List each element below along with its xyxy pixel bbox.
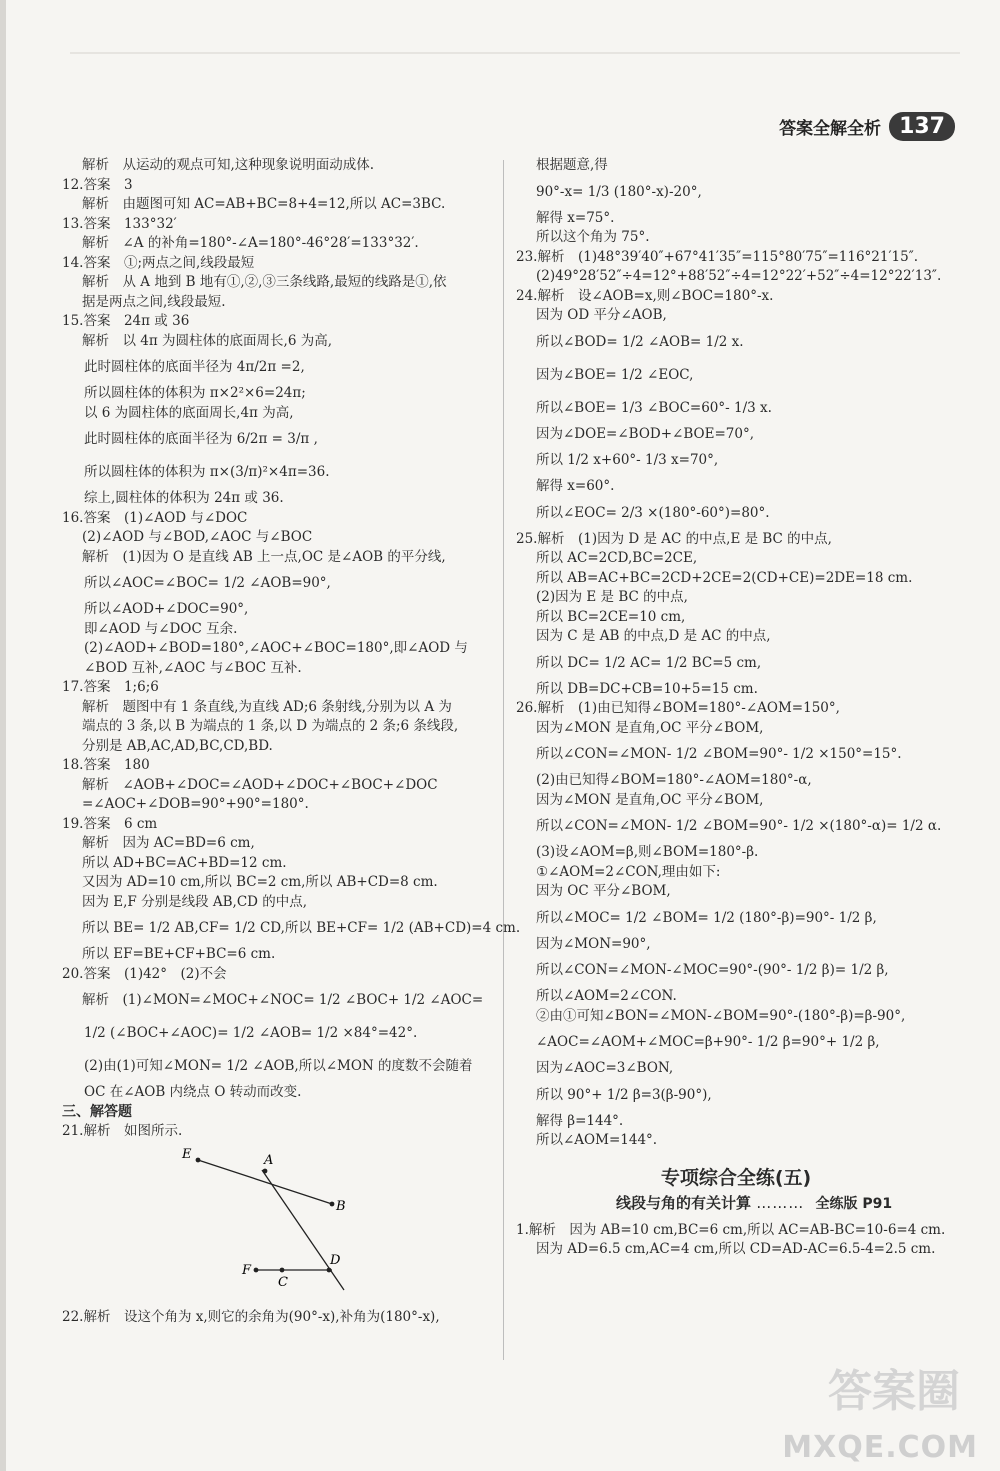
left-line: 1/2 (∠BOC+∠AOC)= 1/2 ∠AOB= 1/2 ×84°=42°. (84, 1025, 418, 1041)
right-line: 23.解析 (1)48°39′40″+67°41′35″=115°80′75″=116°21′15″. (516, 248, 919, 265)
right-line: 因为∠MON 是直角,OC 平分∠BOM, (536, 791, 764, 808)
label-A: A (264, 1152, 274, 1168)
left-line: =∠AOC+∠DOB=90°+90°=180°. (82, 796, 309, 812)
left-line: 所以 BE= 1/2 AB,CF= 1/2 CD,所以 BE+CF= 1/2 (AB+CD)=4 cm. (82, 920, 521, 936)
right-line: 所以∠CON=∠MON- 1/2 ∠BOM=90°- 1/2 ×(180°-α)= 1/2 α. (536, 818, 942, 834)
right-line: ∠AOC=∠AOM+∠MOC=β+90°- 1/2 β=90°+ 1/2 β, (536, 1034, 880, 1050)
subtitle-text: 线段与角的有关计算 (616, 1194, 752, 1212)
left-line: 解析 题图中有 1 条直线,为直线 AD;6 条射线,分别为以 A 为 (82, 698, 452, 715)
right-line: 解得 x=60°. (536, 478, 615, 494)
right-line: 所以∠AOM=2∠CON. (536, 988, 677, 1004)
left-line: 所以圆柱体的体积为 π×(3/π)²×4π=36. (84, 464, 330, 480)
left-line: 解析 从运动的观点可知,这种现象说明面动成体. (82, 157, 375, 173)
right-line: 24.解析 设∠AOB=x,则∠BOC=180°-x. (516, 287, 774, 304)
left-line: 又因为 AD=10 cm,所以 BC=2 cm,所以 AB+CD=8 cm. (82, 874, 438, 890)
right-line: (2)因为 E 是 BC 的中点, (536, 589, 688, 605)
right-line: 解得 β=144°. (536, 1112, 624, 1129)
page-reference: 全练版 P91 (815, 1196, 893, 1212)
right-line: 因为 OD 平分∠AOB, (536, 307, 667, 323)
page-edge (0, 0, 6, 1471)
right-line: (3)设∠AOM=β,则∠BOM=180°-β. (536, 844, 759, 860)
right-line: 所以∠CON=∠MON-∠MOC=90°-(90°- 1/2 β)= 1/2 β, (536, 962, 889, 978)
right-line: 26.解析 (1)由已知得∠BOM=180°-∠AOM=150°, (516, 700, 840, 716)
left-line: 14.答案 ①;两点之间,线段最短 (62, 254, 255, 271)
left-line: 此时圆柱体的底面半径为 4π/2π =2, (84, 359, 305, 375)
right-line: 25.解析 (1)因为 D 是 AC 的中点,E 是 BC 的中点, (516, 530, 832, 547)
right-column (516, 156, 956, 1260)
right-line: 因为 C 是 AB 的中点,D 是 AC 的中点, (536, 628, 771, 644)
right-line: 因为∠MON 是直角,OC 平分∠BOM, (536, 719, 764, 736)
left-line: 此时圆柱体的底面半径为 6/2π = 3/π , (84, 431, 318, 447)
right-line: 所以∠CON=∠MON- 1/2 ∠BOM=90°- 1/2 ×150°=15°. (536, 746, 902, 762)
left-line: 22.解析 设这个角为 x,则它的余角为(90°-x),补角为(180°-x), (62, 1309, 440, 1325)
right-line: 所以 90°+ 1/2 β=3(β-90°), (536, 1086, 712, 1103)
right-main (516, 156, 956, 1151)
right_tail-line: 因为 AD=6.5 cm,AC=4 cm,所以 CD=AD-AC=6.5-4=2.5 cm. (536, 1241, 936, 1257)
right-line: 所以 AB=AC+BC=2CD+2CE=2(CD+CE)=2DE=18 cm. (536, 569, 913, 586)
left-line: 13.答案 133°32′ (62, 215, 177, 232)
left-line: 所以 EF=BE+CF+BC=6 cm. (82, 946, 276, 962)
right-line: 所以∠EOC= 2/3 ×(180°-60°)=80°. (536, 504, 770, 521)
left-line: 解析 因为 AC=BD=6 cm, (82, 835, 255, 851)
left-line: 21.解析 如图所示. (62, 1123, 183, 1139)
right-line: 所以 DC= 1/2 AC= 1/2 BC=5 cm, (536, 654, 762, 671)
left-line: 所以 AD+BC=AC+BD=12 cm. (82, 854, 287, 871)
left-line: 据是两点之间,线段最短. (82, 293, 226, 310)
left-line: 解析 从 A 地到 B 地有①,②,③三条线路,最短的线路是①,依 (82, 274, 447, 290)
left-line: (2)∠AOD 与∠BOD,∠AOC 与∠BOC (82, 529, 313, 545)
left-line: (2)∠AOD+∠BOD=180°,∠AOC+∠BOC=180°,即∠AOD 与 (84, 640, 468, 656)
left-line: 15.答案 24π 或 36 (62, 313, 190, 329)
left-line: 16.答案 (1)∠AOD 与∠DOC (62, 509, 248, 526)
left-line: 解析 ∠AOB+∠DOC=∠AOD+∠DOC+∠BOC+∠DOC (82, 776, 438, 793)
left-line: 20.答案 (1)42° (2)不会 (62, 965, 227, 982)
right-line: 所以∠BOE= 1/3 ∠BOC=60°- 1/3 x. (536, 399, 772, 416)
point-F (254, 1267, 259, 1272)
section-title: 专项综合全练(五) (660, 1166, 812, 1189)
leader-dots: ……… (756, 1194, 805, 1212)
point-E (196, 1157, 201, 1162)
right-line: 因为 OC 平分∠BOM, (536, 883, 671, 899)
right-line: 所以∠MOC= 1/2 ∠BOM= 1/2 (180°-β)=90°- 1/2 β, (536, 909, 877, 926)
right-line: 因为∠AOC=3∠BON, (536, 1060, 674, 1076)
left-line: 解析 ∠A 的补角=180°-∠A=180°-46°28′=133°32′. (82, 235, 419, 251)
left-line: 所以∠AOD+∠DOC=90°, (84, 601, 249, 617)
right-line: 所以 DB=DC+CB=10+5=15 cm. (536, 680, 758, 697)
right-line: 所以∠AOM=144°. (536, 1132, 658, 1148)
point-D (327, 1267, 332, 1272)
left-column (62, 156, 521, 1328)
left-line: 解析 (1)因为 O 是直线 AB 上一点,OC 是∠AOB 的平分线, (82, 548, 446, 565)
left-line: 综上,圆柱体的体积为 24π 或 36. (84, 490, 284, 506)
right-line: (2)由已知得∠BOM=180°-∠AOM=180°-α, (536, 772, 812, 788)
left-line: 解析 由题图可知 AC=AB+BC=8+4=12,所以 AC=3BC. (82, 196, 446, 212)
left-line: 因为 E,F 分别是线段 AB,CD 的中点, (82, 893, 308, 910)
page-header (779, 112, 955, 141)
left-line: ∠BOD 互补,∠AOC 与∠BOC 互补. (84, 659, 302, 676)
right-line: 所以 AC=2CD,BC=2CE, (536, 550, 698, 566)
left-line: 以 6 为圆柱体的底面周长,4π 为高, (84, 404, 294, 421)
point-C (280, 1267, 285, 1272)
column-divider (503, 160, 504, 1360)
left-line: OC 在∠AOB 内绕点 O 转动而改变. (84, 1084, 302, 1100)
label-E: E (182, 1146, 192, 1162)
right-line: 根据题意,得 (536, 157, 608, 173)
left-line: 解析 (1)∠MON=∠MOC+∠NOC= 1/2 ∠BOC+ 1/2 ∠AOC= (82, 992, 484, 1008)
figure-line-2 (262, 1170, 344, 1290)
right-line: 因为∠DOE=∠BOD+∠BOE=70°, (536, 425, 754, 442)
right-line: 所以∠BOD= 1/2 ∠AOB= 1/2 x. (536, 333, 744, 350)
right-line: 因为∠MON=90°, (536, 935, 651, 952)
label-D: D (330, 1252, 341, 1268)
left-line: 19.答案 6 cm (62, 815, 158, 832)
left-line: 18.答案 180 (62, 757, 150, 773)
right-line: 解得 x=75°. (536, 209, 615, 226)
left-line: 即∠AOD 与∠DOC 互余. (84, 620, 238, 637)
label-F: F (242, 1262, 252, 1278)
page-number: 137 (889, 112, 955, 141)
right-line: 90°-x= 1/3 (180°-x)-20°, (536, 183, 702, 200)
left-line: 所以∠AOC=∠BOC= 1/2 ∠AOB=90°, (84, 575, 331, 591)
right-line: 因为∠BOE= 1/2 ∠EOC, (536, 366, 694, 383)
right-tail (516, 1221, 956, 1260)
watermark-site: MXQE.COM (782, 1430, 978, 1465)
point-B (330, 1201, 335, 1206)
right_tail-line: 1.解析 因为 AB=10 cm,BC=6 cm,所以 AC=AB-BC=10-6=4 cm. (516, 1221, 946, 1238)
left-line: 端点的 3 条,以 B 为端点的 1 条,以 D 为端点的 2 条;6 条线段, (82, 718, 459, 734)
left-line: 分别是 AB,AC,AD,BC,CD,BD. (82, 737, 273, 754)
label-C: C (278, 1274, 288, 1290)
point-A (263, 1168, 268, 1173)
right-line: 所以 1/2 x+60°- 1/3 x=70°, (536, 452, 719, 468)
right-line: 所以 BC=2CE=10 cm, (536, 608, 686, 625)
section-subtitle (616, 1194, 956, 1215)
watermark-brand: 答案圈 (828, 1366, 960, 1417)
header-title: 答案全解全析 (779, 119, 882, 139)
left-line: 17.答案 1;6;6 (62, 679, 159, 695)
right-line: ②由①可知∠BON=∠MON-∠BOM=90°-(180°-β)=β-90°, (536, 1007, 906, 1024)
left-line: 所以圆柱体的体积为 π×2²×6=24π; (84, 385, 306, 401)
right-line: 所以这个角为 75°. (536, 229, 650, 245)
right-line: (2)49°28′52″÷4=12°+88′52″÷4=12°22′+52″÷4=12°22′13″. (536, 268, 942, 284)
label-B: B (336, 1198, 346, 1214)
top-rule (70, 52, 960, 54)
left-line: (2)由(1)可知∠MON= 1/2 ∠AOB,所以∠MON 的度数不会随着 (84, 1058, 473, 1074)
left-line: 三、解答题 (62, 1103, 132, 1120)
geometry-figure (162, 1146, 362, 1296)
right-line: ①∠AOM=2∠CON,理由如下: (536, 863, 721, 880)
left-line: 12.答案 3 (62, 176, 133, 193)
left-line: 解析 以 4π 为圆柱体的底面周长,6 为高, (82, 332, 333, 349)
